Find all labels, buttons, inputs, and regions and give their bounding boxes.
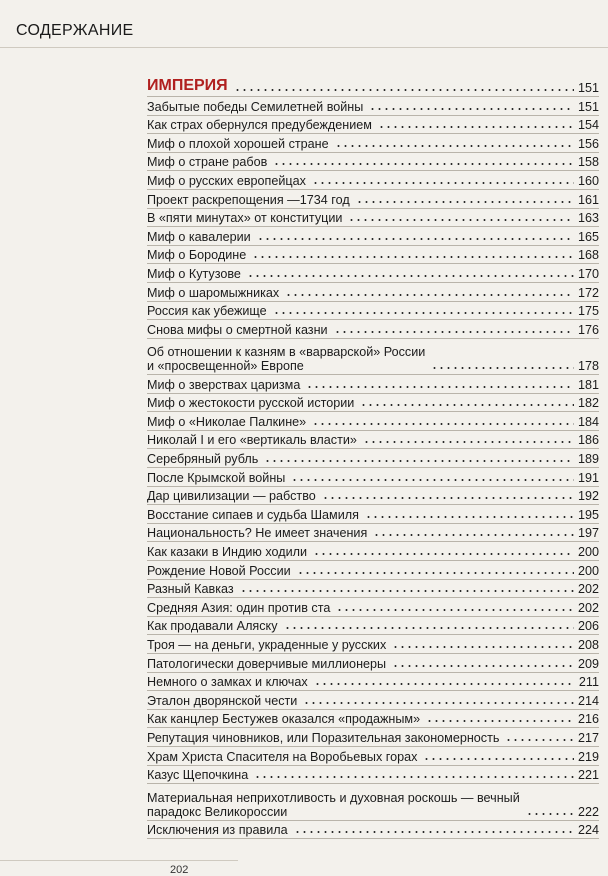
toc-entry-title: Проект раскрепощения —1734 год [147, 192, 350, 207]
toc-entry-title: Миф о русских европейцах [147, 173, 306, 188]
toc-entry-title-line: парадокс Великороссии [147, 804, 288, 819]
toc-entry-page: 200 [577, 563, 599, 578]
toc-entry-title: Храм Христа Спасителя на Воробьевых горах [147, 749, 418, 764]
leader-dots [363, 441, 574, 443]
toc-entry[interactable] [147, 283, 599, 302]
toc-entry[interactable] [147, 617, 599, 636]
leader-dots [314, 683, 575, 685]
toc-entry-title: Миф о Бородине [147, 248, 247, 263]
page-header [0, 0, 608, 48]
toc-entry-page: 186 [577, 433, 599, 448]
leader-dots [392, 665, 574, 667]
leader-dots [423, 758, 574, 760]
toc-entry-title: Миф о «Николае Палкине» [147, 414, 307, 429]
toc-entry[interactable] [147, 320, 599, 339]
toc-entry-title: Восстание сипаев и судьба Шамиля [147, 507, 359, 522]
toc-entry-title: Миф о стране рабов [147, 155, 268, 170]
toc-entry-page: 165 [577, 229, 599, 244]
leader-dots [303, 702, 574, 704]
toc-entry-title-line: Материальная неприхотливость и духовная роскошь — вечный [147, 790, 520, 805]
toc-entry[interactable] [147, 468, 599, 487]
toc-entries [147, 97, 599, 839]
leader-dots [234, 89, 574, 91]
leader-dots [297, 572, 574, 574]
toc-entry-page: 206 [577, 619, 599, 634]
toc-entry[interactable] [147, 505, 599, 524]
leader-dots [373, 534, 574, 536]
leader-dots [369, 108, 574, 110]
leader-dots [336, 609, 574, 611]
toc-entry-title: Как продавали Аляску [147, 619, 278, 634]
toc-entry-page: 160 [577, 173, 599, 188]
toc-entry-title: Миф о Кутузове [147, 266, 241, 281]
toc-entry-title: Разный Кавказ [147, 582, 234, 597]
leader-dots [257, 238, 574, 240]
toc-section-title: ИМПЕРИЯ [147, 77, 228, 94]
toc-entry-title: Троя — на деньги, украденные у русских [147, 638, 387, 653]
toc-entry[interactable] [147, 784, 599, 820]
toc-entry-title: Как страх обернулся предубеждением [147, 118, 372, 133]
toc-entry[interactable] [147, 246, 599, 265]
toc-entry[interactable] [147, 264, 599, 283]
leader-dots [322, 497, 574, 499]
toc-entry[interactable] [147, 598, 599, 617]
leader-dots [348, 219, 574, 221]
toc-entry[interactable] [147, 542, 599, 561]
toc-entry[interactable] [147, 673, 599, 692]
toc-entry-page: 176 [577, 322, 599, 337]
toc-entry[interactable] [147, 449, 599, 468]
toc-entry-page: 195 [577, 507, 599, 522]
toc-entry-title: После Крымской войны [147, 470, 286, 485]
toc-entry-page: 158 [577, 155, 599, 170]
toc-entry[interactable] [147, 116, 599, 135]
leader-dots [356, 201, 574, 203]
toc-entry-page: 192 [577, 489, 599, 504]
toc-entry-page: 211 [578, 675, 599, 690]
leader-dots [360, 404, 574, 406]
toc-entry[interactable] [147, 728, 599, 747]
toc-entry-page: 214 [577, 693, 599, 708]
toc-entry-page: 202 [577, 600, 599, 615]
toc-entry[interactable] [147, 691, 599, 710]
toc-entry[interactable] [147, 97, 599, 116]
toc-entry-title: Россия как убежище [147, 304, 267, 319]
toc-entry[interactable] [147, 654, 599, 673]
toc-entry-title: Эталон дворянской чести [147, 693, 298, 708]
toc-entry-title: Рождение Новой России [147, 563, 291, 578]
toc-entry-title: Казус Щепочкина [147, 768, 249, 783]
toc-entry-page: 163 [577, 211, 599, 226]
toc-entry-title [147, 345, 425, 374]
toc-entry[interactable] [147, 431, 599, 450]
toc-entry[interactable] [147, 635, 599, 654]
leader-dots [291, 479, 574, 481]
toc-entry-page: 168 [577, 248, 599, 263]
toc-entry-title: Национальность? Не имеет значения [147, 526, 368, 541]
toc-entry[interactable] [147, 561, 599, 580]
toc-entry-page: 175 [577, 304, 599, 319]
toc-entry-page: 200 [577, 545, 599, 560]
toc-entry[interactable] [147, 766, 599, 785]
toc-entry-page: 172 [577, 285, 599, 300]
toc-entry-title: Серебряный рубль [147, 452, 259, 467]
toc-entry-title: Миф о шаромыжниках [147, 285, 280, 300]
leader-dots [335, 145, 574, 147]
toc-entry-title: Как канцлер Бестужев оказался «продажным» [147, 712, 421, 727]
leader-dots [365, 516, 574, 518]
toc-entry-page: 178 [577, 359, 599, 374]
toc-entry-title-line: Об отношении к казням в «варварской» России [147, 345, 426, 360]
toc-entry[interactable] [147, 134, 599, 153]
toc-entry-page: 170 [577, 266, 599, 281]
toc-entry-page: 208 [577, 638, 599, 653]
toc-entry[interactable] [147, 821, 599, 840]
leader-dots [431, 367, 574, 369]
toc-entry[interactable] [147, 412, 599, 431]
toc-entry-title [147, 791, 520, 820]
toc-entry-title: Николай I и его «вертикаль власти» [147, 433, 357, 448]
leader-dots [426, 720, 574, 722]
leader-dots [334, 331, 574, 333]
toc-entry-page: 222 [577, 804, 599, 819]
footer-page-number: 202 [170, 864, 189, 876]
toc-section-page: 151 [577, 81, 599, 95]
toc-entry-page: 156 [577, 136, 599, 151]
toc-entry-page: 221 [577, 768, 599, 783]
toc-entry-page: 197 [577, 526, 599, 541]
toc-entry[interactable] [147, 394, 599, 413]
toc-entry-page: 209 [577, 656, 599, 671]
toc-entry-page: 191 [577, 470, 599, 485]
leader-dots [312, 182, 574, 184]
toc-entry[interactable] [147, 580, 599, 599]
leader-dots [306, 386, 574, 388]
leader-dots [378, 126, 574, 128]
toc-entry[interactable] [147, 710, 599, 729]
toc-entry-page: 219 [577, 749, 599, 764]
toc-entry-title: Немного о замках и ключах [147, 675, 308, 690]
toc-entry-page: 151 [577, 99, 599, 114]
toc-entry-title: Репутация чиновников, или Поразительная закономерность [147, 730, 500, 745]
footer-rule [0, 860, 238, 861]
table-of-contents [147, 70, 599, 839]
toc-entry[interactable] [147, 302, 599, 321]
leader-dots [313, 553, 574, 555]
leader-dots [240, 590, 574, 592]
toc-entry-title: В «пяти минутах» от конституции [147, 211, 343, 226]
leader-dots [273, 163, 574, 165]
toc-entry[interactable] [147, 339, 599, 375]
toc-entry[interactable] [147, 153, 599, 172]
toc-entry-title: Миф о жестокости русской истории [147, 396, 355, 411]
toc-entry-page: 154 [577, 118, 599, 133]
toc-entry-title: Забытые победы Семилетней войны [147, 99, 364, 114]
toc-entry-title: Миф о зверствах царизма [147, 377, 301, 392]
toc-entry-title: Снова мифы о смертной казни [147, 322, 328, 337]
toc-entry[interactable] [147, 171, 599, 190]
toc-entry-title: Дар цивилизации — рабство [147, 489, 316, 504]
toc-entry[interactable] [147, 524, 599, 543]
leader-dots [273, 312, 574, 314]
toc-entry-page: 184 [577, 414, 599, 429]
leader-dots [285, 294, 574, 296]
toc-entry[interactable] [147, 487, 599, 506]
toc-entry-title: Исключения из правила [147, 823, 288, 838]
toc-entry[interactable] [147, 227, 599, 246]
toc-entry-page: 182 [577, 396, 599, 411]
leader-dots [294, 831, 574, 833]
leader-dots [526, 813, 574, 815]
toc-entry-page: 216 [577, 712, 599, 727]
toc-entry-page: 224 [577, 823, 599, 838]
leader-dots [392, 646, 574, 648]
leader-dots [505, 739, 574, 741]
toc-entry-title: Средняя Азия: один против ста [147, 600, 331, 615]
leader-dots [264, 460, 574, 462]
toc-entry-title: Патологически доверчивые миллионеры [147, 656, 387, 671]
toc-entry-title: Как казаки в Индию ходили [147, 545, 307, 560]
leader-dots [312, 423, 574, 425]
toc-entry[interactable] [147, 747, 599, 766]
toc-entry-title: Миф о кавалерии [147, 229, 251, 244]
toc-entry[interactable] [147, 375, 599, 394]
leader-dots [252, 256, 574, 258]
toc-section-row[interactable] [147, 70, 599, 97]
toc-entry[interactable] [147, 190, 599, 209]
toc-entry[interactable] [147, 209, 599, 228]
toc-entry-title: Миф о плохой хорошей стране [147, 136, 329, 151]
toc-entry-page: 189 [577, 452, 599, 467]
leader-dots [247, 275, 574, 277]
page-title: СОДЕРЖАНИЕ [16, 22, 134, 39]
leader-dots [284, 627, 574, 629]
toc-entry-page: 181 [577, 377, 599, 392]
toc-entry-title-line: и «просвещенной» Европе [147, 359, 304, 374]
toc-entry-page: 202 [577, 582, 599, 597]
leader-dots [254, 776, 574, 778]
toc-entry-page: 217 [577, 730, 599, 745]
toc-entry-page: 161 [577, 192, 599, 207]
